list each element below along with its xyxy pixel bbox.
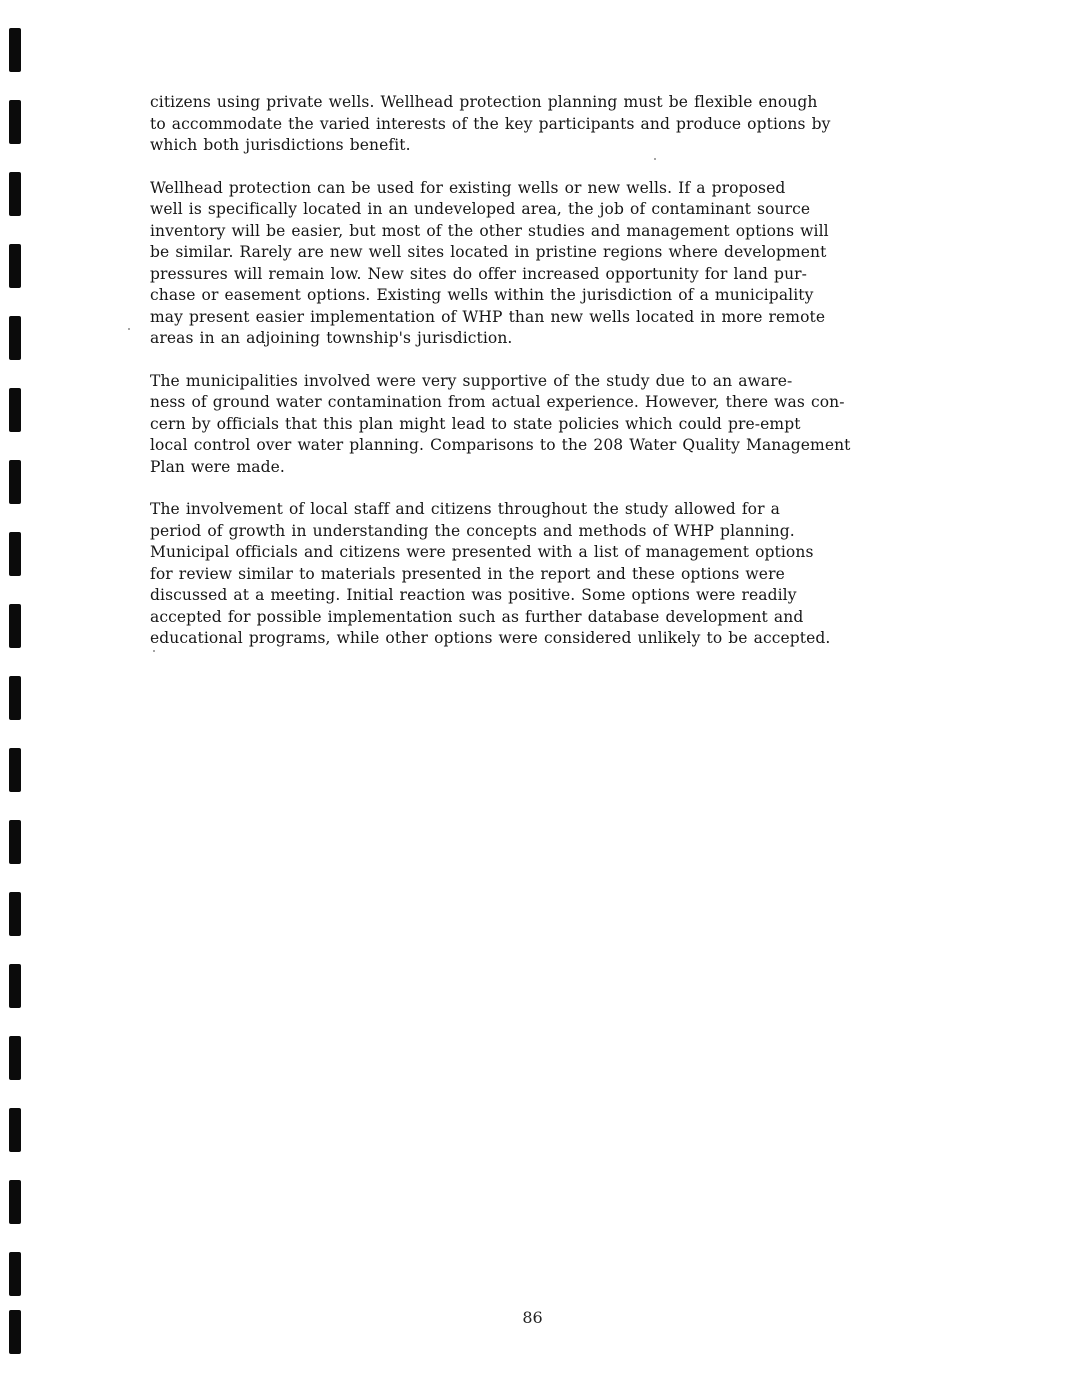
binding-mark <box>9 1180 21 1224</box>
binding-mark <box>9 28 21 72</box>
body-text <box>150 92 930 650</box>
binding-mark <box>9 388 21 432</box>
binding-holes <box>0 0 30 1380</box>
paragraph: The municipalities involved were very supportive of the study due to an aware- ness of ground water contamination from actual experience. However, there was con- cern by officials that this plan might lead to state policies which could pre-empt local control over water planning. Comparisons to the 208 Water Quality Management Plan were made. <box>150 371 851 476</box>
binding-mark <box>9 532 21 576</box>
binding-mark <box>9 892 21 936</box>
binding-mark <box>9 1108 21 1152</box>
paragraph: citizens using private wells. Wellhead protection planning must be flexible enough to accommodate the varied interests of the key participants and produce options by which both jurisdictions benefit. <box>150 93 831 154</box>
binding-mark <box>9 244 21 288</box>
binding-mark <box>9 676 21 720</box>
binding-mark <box>9 1252 21 1296</box>
scan-speck <box>654 158 656 160</box>
binding-mark <box>9 316 21 360</box>
binding-mark <box>9 820 21 864</box>
binding-mark <box>9 748 21 792</box>
binding-mark <box>9 172 21 216</box>
binding-mark <box>9 1036 21 1080</box>
binding-mark <box>9 604 21 648</box>
binding-mark <box>9 964 21 1008</box>
paragraph: Wellhead protection can be used for existing wells or new wells. If a proposed well is specifically located in an undeveloped area, the job of contaminant source inventory will be easier, but most of the other studies and management options will be similar. Rarely are new well sites located in pristine regions where development pressures will remain low. New sites do offer increased opportunity for land pur- chase or easement options. Existing wells within the jurisdiction of a municipality may present easier implementation of WHP than new wells located in more remote areas in an adjoining township's jurisdiction. <box>150 178 829 347</box>
scan-speck <box>153 650 155 652</box>
binding-mark <box>9 100 21 144</box>
page-number: 86 <box>522 1308 543 1327</box>
scan-speck <box>128 328 130 330</box>
paragraph: The involvement of local staff and citizens throughout the study allowed for a period of growth in understanding the concepts and methods of WHP planning. Municipal officials and citizens were presented with a list of management options for review similar to materials presented in the report and these options were discussed at a meeting. Initial reaction was positive. Some options were readily accepted for possible implementation such as further database development and educational programs, while other options were considered unlikely to be accepted. <box>150 500 831 647</box>
binding-mark <box>9 460 21 504</box>
